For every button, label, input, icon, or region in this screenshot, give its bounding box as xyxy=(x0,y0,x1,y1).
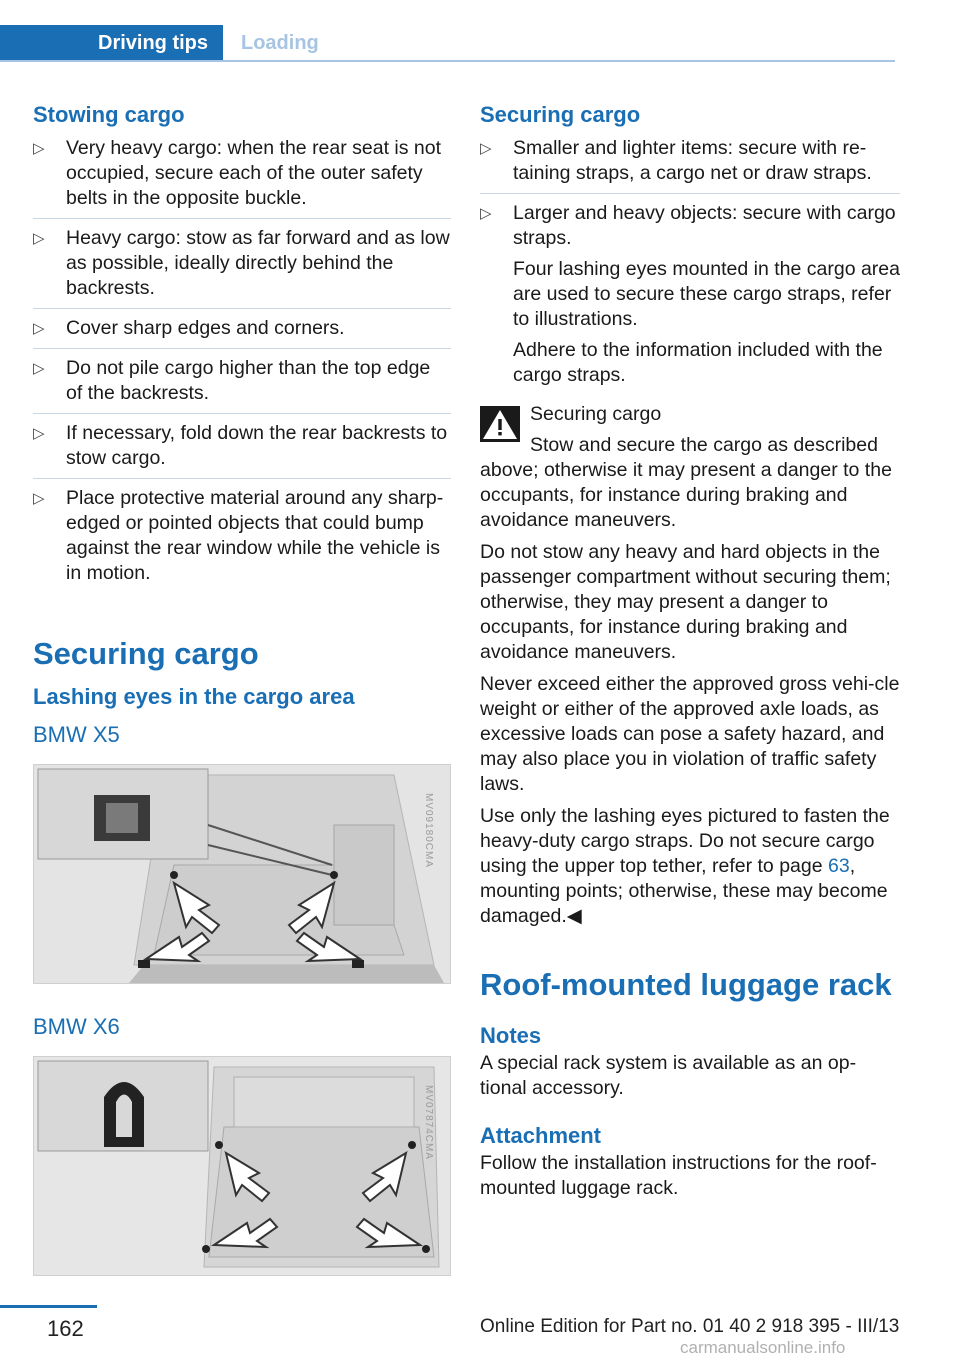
list-item: ▷ Smaller and lighter items: secure with re‐taining straps, a cargo net or draw straps. xyxy=(480,136,900,194)
body-paragraph: Use only the lashing eyes pictured to fasten the heavy-duty cargo straps. Do not secure cargo using the upper top tether, refer to page 63, mounting points; otherwise, these may become damaged.◀ xyxy=(480,805,890,927)
triangle-bullet-icon: ▷ xyxy=(480,140,492,157)
lashing-eyes-heading: Lashing eyes in the cargo area xyxy=(33,684,355,709)
list-item: ▷ If necessary, fold down the rear backrests to stow cargo. xyxy=(33,421,451,479)
header-rule xyxy=(0,60,895,62)
securing-cargo-section-title: Securing cargo xyxy=(33,636,259,671)
x6-cargo-drawing xyxy=(34,1057,450,1275)
right-column xyxy=(480,100,900,1208)
page-reference-link[interactable]: 63 xyxy=(828,855,850,877)
list-item: ▷ Do not pile cargo higher than the top edge of the backrests. xyxy=(33,356,451,414)
attachment-text: Follow the installation instructions for the roof-mounted luggage rack. xyxy=(480,1152,877,1199)
securing-cargo-heading: Securing cargo xyxy=(480,102,641,127)
watermark: carmanualsonline.info xyxy=(680,1338,846,1357)
list-item: ▷ Very heavy cargo: when the rear seat is not occupied, secure each of the outer safety belts in the opposite buckle. xyxy=(33,136,451,219)
image-code: MV07874CMA xyxy=(422,1084,434,1161)
securing-list xyxy=(480,136,900,395)
left-column xyxy=(33,100,451,1276)
x5-cargo-illustration xyxy=(33,764,451,984)
tab-driving-tips[interactable]: Driving tips xyxy=(0,25,223,61)
model-x6-label: BMW X6 xyxy=(33,1014,120,1039)
triangle-bullet-icon: ▷ xyxy=(33,320,45,337)
warning-triangle-icon xyxy=(480,406,520,442)
footer-rule xyxy=(0,1305,97,1308)
triangle-bullet-icon: ▷ xyxy=(33,490,45,507)
list-item: ▷ Cover sharp edges and corners. xyxy=(33,316,451,349)
header-tabs xyxy=(0,25,895,61)
triangle-bullet-icon: ▷ xyxy=(33,140,45,157)
body-paragraph: Do not stow any heavy and hard objects in the passenger compartment without securing them; otherwise, they may present a danger to occupants, for instance during braking and avoidance maneuvers. xyxy=(480,541,891,663)
model-x5-label: BMW X5 xyxy=(33,722,120,747)
x6-cargo-illustration xyxy=(33,1056,451,1276)
roof-rack-section-title: Roof-mounted luggage rack xyxy=(480,967,892,1002)
edition-note: Online Edition for Part no. 01 40 2 918 395 - III/13 xyxy=(480,1316,900,1337)
image-code: MV09180CMA xyxy=(422,792,434,869)
list-item-paragraph: Four lashing eyes mounted in the cargo area are used to secure these cargo straps, refer to illustrations. xyxy=(513,258,900,330)
x5-cargo-drawing xyxy=(34,765,450,983)
list-item: ▷ Place protective material around any sharp-edged or pointed objects that could bump against the rear window while the vehicle is in motion. xyxy=(33,487,444,584)
triangle-bullet-icon: ▷ xyxy=(33,425,45,442)
triangle-bullet-icon: ▷ xyxy=(33,360,45,377)
body-paragraph: Never exceed either the approved gross vehi‐cle weight or either of the approved axle loads, as excessive loads can pose a safety hazard, and may also place you in violation of traffic safety laws. xyxy=(480,673,900,795)
attachment-heading: Attachment xyxy=(480,1123,602,1148)
tab-loading[interactable]: Loading xyxy=(241,32,319,54)
page-number: 162 xyxy=(47,1316,84,1341)
warning-text: Stow and secure the cargo as described above; otherwise it may present a danger to the occupants, for instance during braking and avoidance maneuvers. xyxy=(480,434,892,531)
list-item: ▷ Larger and heavy objects: secure with cargo straps. Four lashing eyes mounted in the cargo area are used to secure these cargo straps, refer to illustrations. Adhere to the information included with the cargo straps. xyxy=(480,202,900,386)
notes-heading: Notes xyxy=(480,1023,542,1048)
warning-title: Securing cargo xyxy=(530,403,662,425)
notes-text: A special rack system is available as an op‐tional accessory. xyxy=(480,1052,857,1099)
list-item-paragraph: Adhere to the information included with the cargo straps. xyxy=(513,339,883,386)
triangle-bullet-icon: ▷ xyxy=(33,230,45,247)
warning-block xyxy=(480,402,900,427)
list-item: ▷ Heavy cargo: stow as far forward and as low as possible, ideally directly behind the backrests. xyxy=(33,226,451,309)
stowing-cargo-heading: Stowing cargo xyxy=(33,102,185,127)
stowing-list xyxy=(33,136,451,593)
triangle-bullet-icon: ▷ xyxy=(480,205,492,222)
